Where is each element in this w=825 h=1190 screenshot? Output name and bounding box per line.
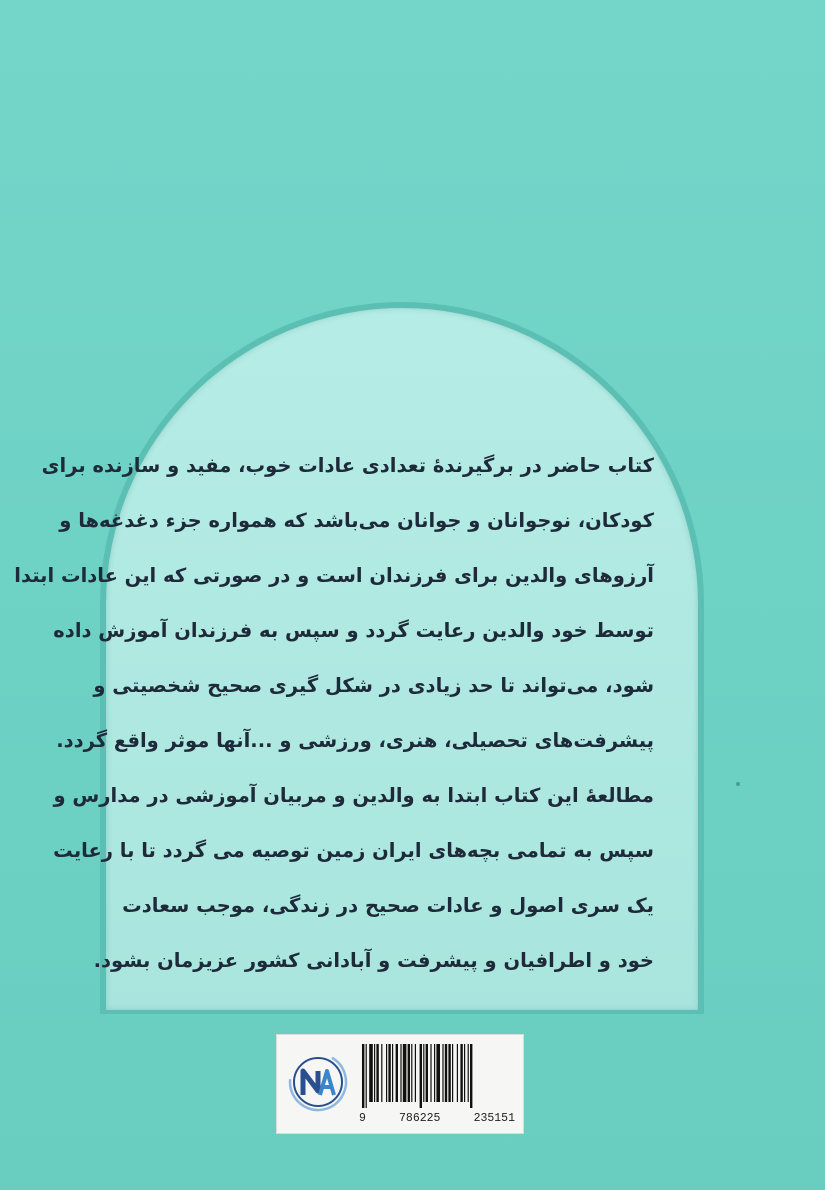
barcode-bar — [392, 1044, 393, 1102]
barcode-bar — [381, 1044, 382, 1102]
isbn-barcode — [361, 1044, 511, 1108]
description-line: یک سری اصول و عادات صحیح در زندگی، موجب سعادت — [122, 894, 654, 917]
isbn-digits-group-1: 786225 — [399, 1112, 441, 1125]
barcode-bar — [457, 1044, 458, 1102]
description-line: کودکان، نوجوانان و جوانان می‌باشد که همواره جزء دغدغه‌ها و — [59, 509, 654, 532]
barcode-bar — [403, 1044, 407, 1102]
barcode-bar — [411, 1044, 412, 1102]
barcode-bar — [436, 1044, 440, 1102]
barcode-bar — [415, 1044, 416, 1102]
barcode-bar — [448, 1044, 450, 1102]
barcode-bar — [423, 1044, 424, 1102]
barcode-bar — [464, 1044, 465, 1102]
barcode-bar — [366, 1044, 367, 1108]
publisher-logo-icon — [287, 1051, 349, 1113]
barcode-bar — [408, 1044, 410, 1102]
isbn-digits-group-2: 235151 — [473, 1112, 515, 1125]
barcode-bar — [430, 1044, 431, 1102]
barcode-bar — [470, 1044, 472, 1108]
barcode-bar — [400, 1044, 401, 1102]
barcode-bar — [460, 1044, 462, 1102]
barcode-bar — [445, 1044, 447, 1102]
barcode-bar — [376, 1044, 378, 1102]
barcode-bar — [388, 1044, 390, 1102]
barcode-bar — [396, 1044, 398, 1102]
barcode-bar — [442, 1044, 443, 1102]
description-line: سپس به تمامی بچه‌های ایران زمین توصیه می گردد تا با رعایت — [53, 839, 654, 862]
isbn-digits — [359, 1112, 515, 1125]
print-speck — [736, 782, 740, 786]
description-line: کتاب حاضر در برگیرندهٔ تعدادی عادات خوب، مفید و سازنده برای — [41, 454, 654, 477]
description-line: شود، می‌تواند تا حد زیادی در شکل گیری صحیح شخصیتی و — [93, 674, 654, 697]
description-line: پیشرفت‌های تحصیلی، هنری، ورزشی و ...آنها موثر واقع گردد. — [56, 729, 654, 752]
description-text — [14, 438, 654, 988]
barcode-bar — [386, 1044, 387, 1102]
description-line: آرزوهای والدین برای فرزندان است و در صورتی که این عادات ابتدا — [14, 564, 654, 587]
description-line: خود و اطرافیان و پیشرفت و آبادانی کشور عزیزمان بشود. — [93, 949, 654, 972]
barcode-bar — [420, 1044, 422, 1108]
description-line: مطالعهٔ این کتاب ابتدا به والدین و مربیان آموزشی در مدارس و — [53, 784, 654, 807]
barcode-label — [276, 1034, 524, 1134]
barcode-bar — [426, 1044, 428, 1102]
barcode-bar — [452, 1044, 453, 1102]
barcode-bar — [434, 1044, 435, 1102]
barcode-bar — [468, 1044, 469, 1102]
isbn-digit-prefix: 9 — [359, 1112, 366, 1125]
description-line: توسط خود والدین رعایت گردد و سپس به فرزندان آموزش داده — [53, 619, 654, 642]
barcode-bar — [362, 1044, 364, 1108]
barcode-bar — [374, 1044, 375, 1102]
barcode-bar — [369, 1044, 373, 1102]
